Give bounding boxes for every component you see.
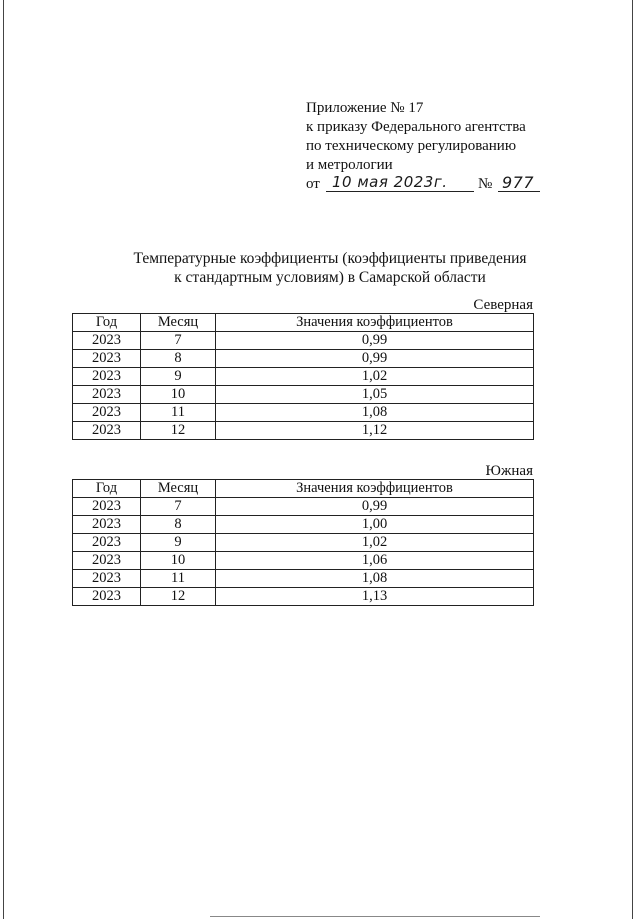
cell-month: 11 <box>141 404 216 422</box>
table-row <box>73 570 534 588</box>
cell-value: 0,99 <box>216 498 534 516</box>
cell-year: 2023 <box>73 498 141 516</box>
cell-value: 0,99 <box>216 350 534 368</box>
cell-year: 2023 <box>73 386 141 404</box>
date-prefix: от <box>306 176 320 192</box>
column-header-month: Месяц <box>141 480 216 498</box>
cell-year: 2023 <box>73 516 141 534</box>
table-row <box>73 498 534 516</box>
appendix-line-4: и метрологии <box>306 157 393 173</box>
column-header-year: Год <box>73 314 141 332</box>
cell-value: 1,06 <box>216 552 534 570</box>
cell-year: 2023 <box>73 332 141 350</box>
handwritten-date: 10 мая 2023г. <box>332 173 448 191</box>
table-row <box>73 552 534 570</box>
order-date-number-line <box>306 173 606 195</box>
cell-value: 1,08 <box>216 570 534 588</box>
table-row <box>73 516 534 534</box>
cell-value: 1,13 <box>216 588 534 606</box>
cell-month: 8 <box>141 516 216 534</box>
cell-value: 0,99 <box>216 332 534 350</box>
table-row <box>73 368 534 386</box>
cell-month: 10 <box>141 386 216 404</box>
table-row <box>73 422 534 440</box>
table-header-row <box>73 314 534 332</box>
appendix-line-2: к приказу Федерального агентства <box>306 119 526 135</box>
scan-edge-bottom <box>210 916 540 917</box>
cell-month: 10 <box>141 552 216 570</box>
cell-year: 2023 <box>73 368 141 386</box>
appendix-line-1: Приложение № 17 <box>306 100 424 116</box>
coefficients-table-south <box>72 479 534 606</box>
cell-month: 9 <box>141 368 216 386</box>
table-row <box>73 350 534 368</box>
cell-year: 2023 <box>73 588 141 606</box>
document-title <box>100 249 560 287</box>
cell-month: 9 <box>141 534 216 552</box>
handwritten-number: 977 <box>502 173 535 192</box>
cell-month: 7 <box>141 332 216 350</box>
cell-month: 7 <box>141 498 216 516</box>
cell-year: 2023 <box>73 552 141 570</box>
cell-value: 1,02 <box>216 534 534 552</box>
cell-year: 2023 <box>73 404 141 422</box>
region-label-south: Южная <box>485 463 533 479</box>
table-row <box>73 386 534 404</box>
scan-edge-left <box>3 0 4 919</box>
table-header-row <box>73 480 534 498</box>
coefficients-table-north <box>72 313 534 440</box>
table-row <box>73 534 534 552</box>
cell-month: 12 <box>141 422 216 440</box>
cell-year: 2023 <box>73 570 141 588</box>
cell-value: 1,02 <box>216 368 534 386</box>
cell-month: 12 <box>141 588 216 606</box>
cell-value: 1,05 <box>216 386 534 404</box>
cell-value: 1,08 <box>216 404 534 422</box>
table-row <box>73 404 534 422</box>
title-line-1: Температурные коэффициенты (коэффициенты приведения <box>133 250 527 267</box>
column-header-value: Значения коэффициентов <box>216 480 534 498</box>
column-header-month: Месяц <box>141 314 216 332</box>
title-line-2: к стандартным условиям) в Самарской области <box>174 269 486 286</box>
cell-month: 8 <box>141 350 216 368</box>
cell-month: 11 <box>141 570 216 588</box>
cell-value: 1,00 <box>216 516 534 534</box>
appendix-header <box>306 99 586 175</box>
table-row <box>73 332 534 350</box>
column-header-value: Значения коэффициентов <box>216 314 534 332</box>
cell-year: 2023 <box>73 350 141 368</box>
column-header-year: Год <box>73 480 141 498</box>
cell-year: 2023 <box>73 422 141 440</box>
scan-edge-right <box>632 0 633 919</box>
appendix-line-3: по техническому регулированию <box>306 138 517 154</box>
cell-value: 1,12 <box>216 422 534 440</box>
region-label-north: Северная <box>473 297 533 313</box>
cell-year: 2023 <box>73 534 141 552</box>
table-row <box>73 588 534 606</box>
number-prefix: № <box>478 176 493 192</box>
